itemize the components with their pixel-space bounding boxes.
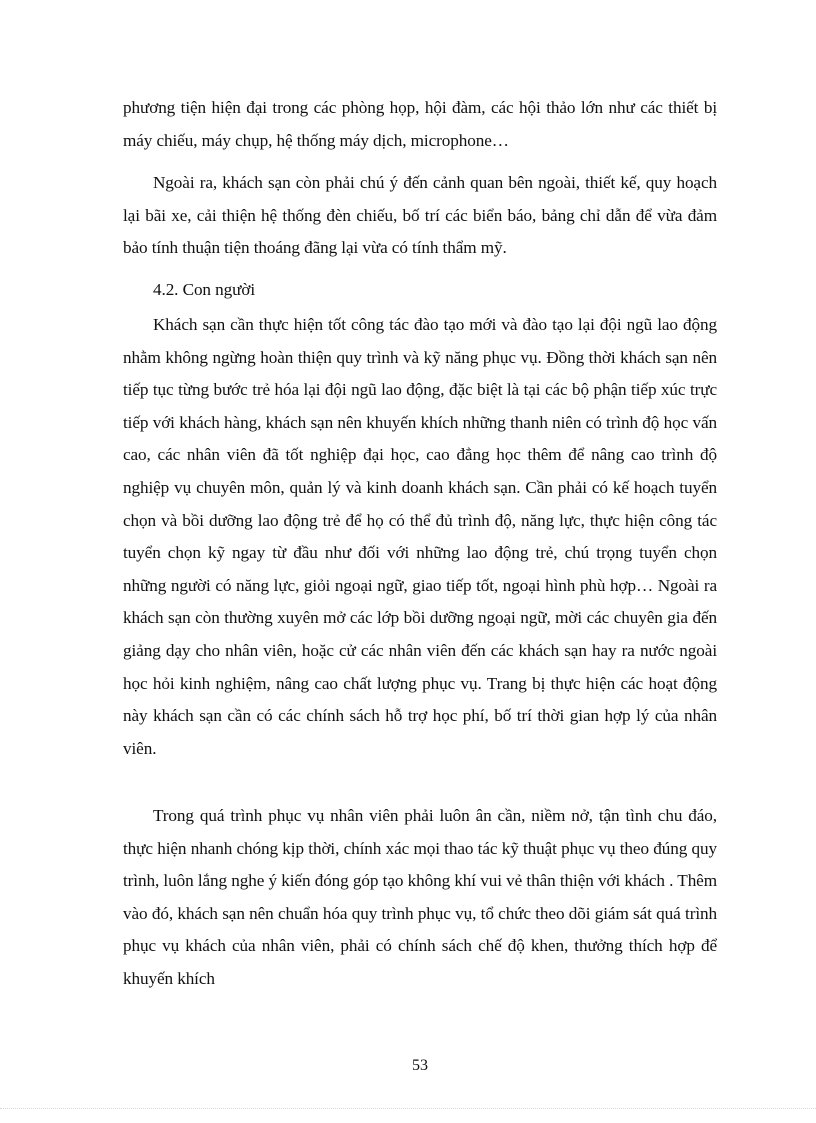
paragraph-training: Khách sạn cần thực hiện tốt công tác đào tạo mới và đào tạo lại đội ngũ lao động nhằm không ngừng hoàn thiện quy trình và kỹ năng phục vụ. Đồng thời khách sạn nên tiếp tục từng bước trẻ hóa lại đội ngũ lao động, đặc biệt là tại các bộ phận tiếp xúc trực tiếp với khách hàng, khách sạn nên khuyến khích những thanh niên có trình độ học vấn cao, các nhân viên đã tốt nghiệp đại học, cao đẳng học thêm để nâng cao trình độ nghiệp vụ chuyên môn, quản lý và kinh doanh khách sạn. Cần phải có kế hoạch tuyển chọn và bồi dưỡng lao động trẻ để họ có thể đủ trình độ, năng lực, thực hiện công tác tuyển chọn kỹ ngay từ đầu như đối với những lao động trẻ, chú trọng tuyển chọn những người có năng lực, giỏi ngoại ngữ, giao tiếp tốt, ngoại hình phù hợp… Ngoài ra khách sạn còn thường xuyên mở các lớp bồi dưỡng ngoại ngữ, mời các chuyên gia đến giảng dạy cho nhân viên, hoặc cử các nhân viên đến các khách sạn hay ra nước ngoài học hỏi kinh nghiệm, nâng cao chất lượng phục vụ. Trang bị thực hiện các hoạt động này khách sạn cần có các chính sách hỗ trợ học phí, bố trí thời gian hợp lý của nhân viên. [123,315,717,758]
page-bottom-divider [0,1108,816,1109]
page-number: 53 [412,1057,428,1074]
paragraph-facilities: Ngoài ra, khách sạn còn phải chú ý đến cảnh quan bên ngoài, thiết kế, quy hoạch lại bãi xe, cải thiện hệ thống đèn chiếu, bố trí các biển báo, bảng chỉ dẫn để vừa đảm bảo tính thuận tiện thoáng đãng lại vừa có tính thẩm mỹ. [123,173,717,258]
paragraph-service: Trong quá trình phục vụ nhân viên phải luôn ân cần, niềm nở, tận tình chu đáo, thực hiện nhanh chóng kịp thời, chính xác mọi thao tác kỹ thuật phục vụ theo đúng quy trình, luôn lắng nghe ý kiến đóng góp tạo không khí vui vẻ thân thiện với khách . Thêm vào đó, khách sạn nên chuẩn hóa quy trình phục vụ, tổ chức theo dõi giám sát quá trình phục vụ khách của nhân viên, phải có chính sách chế độ khen, thưởng thích hợp để khuyến khích [123,806,717,988]
section-heading: 4.2. Con người [153,280,255,299]
paragraph-continuation: phương tiện hiện đại trong các phòng họp, hội đàm, các hội thảo lớn như các thiết bị máy chiếu, máy chụp, hệ thống máy dịch, microphone… [123,98,717,150]
